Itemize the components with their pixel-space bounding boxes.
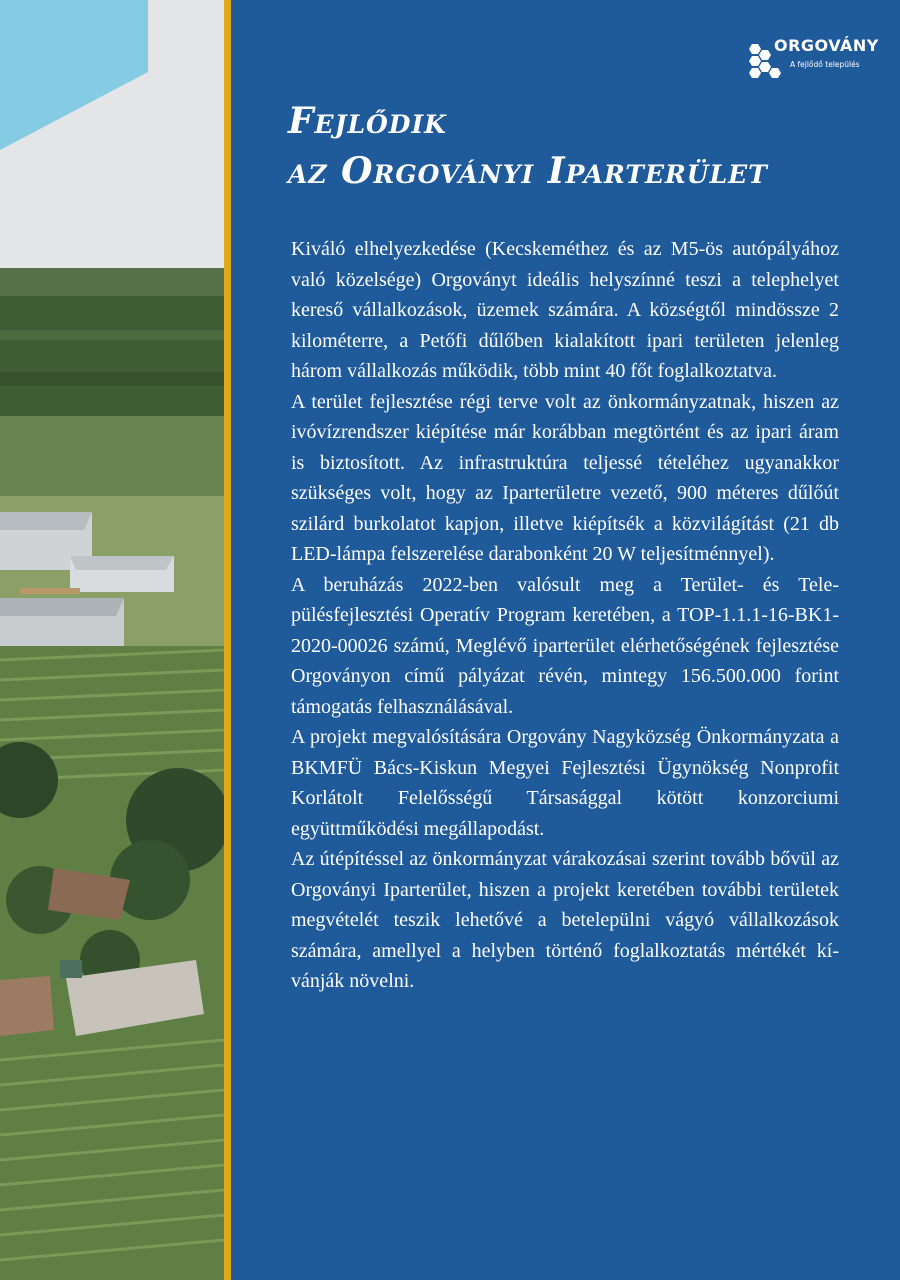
logo-name: ORGOVÁNY (774, 36, 879, 55)
title-line-1: Fejlődik (288, 100, 447, 142)
paragraph: A projekt megvalósítására Orgovány Nagyközség Önkormányzata a BKMFÜ Bács-Kiskun Megyei Fejlesztési Ügynökség Nonprofit Korlátolt Felelősségű Társasággal kötött konzorciumi együttműködési megállapodást. (291, 726, 839, 840)
aerial-photo (0, 0, 224, 1280)
paragraph: Az útépítéssel az önkormányzat várakozásai szerint tovább bővül az Orgoványi Iparterület, hiszen a projekt keretében további területek megvételét teszik lehetővé a betelepülni vágyó vállalkozások számára, amellyel a helyben történő foglalkoztatás mértékét kívánják növelni. (291, 848, 839, 992)
title-line-2: az Orgoványi Iparterület (288, 150, 768, 192)
paragraph: A terület fejlesztése régi terve volt az önkormányzatnak, hiszen az ivóvízrendszer kiépítése már korábban megtörtént és az ipari áram is biztosított. Az infrastruktúra teljessé tételéhez ugyanakkor szükséges volt, hogy az Iparterületre vezető, 900 méteres dűlőút szilárd burkolatot kapjon, illetve kiépítsék a közvilágítást (21 db LED-lámpa felszerelése darabonként 20 W teljesítménnyel). (291, 390, 839, 565)
article-title (288, 96, 868, 196)
gold-divider (224, 0, 231, 1280)
paragraph: Kiváló elhelyezkedése (Kecskeméthez és az M5-ös autópályához való közelsége) Orgoványt ideális helyszínné teszi a telephelyet kereső vállalkozások, üzemek számára. A községtől mindössze 2 kilométerre, a Petőfi dűlőben kialakított ipari területen jelenleg három vállalkozás működik, több mint 40 főt foglalkoztatva. (291, 238, 839, 382)
paragraph: A beruházás 2022-ben valósult meg a Terület- és Településfejlesztési Operatív Program keretében, a TOP-1.1.1-16-BK1-2020-00026 számú, Meglévő iparterület elérhetőségének fejlesztése Orgoványon című pályázat révén, mintegy 156.500.000 forint támogatás felhasználásával. (291, 573, 839, 718)
article-body (291, 234, 839, 997)
logo-tagline: A fejlődő település (790, 60, 860, 69)
orgovany-logo (746, 36, 879, 80)
